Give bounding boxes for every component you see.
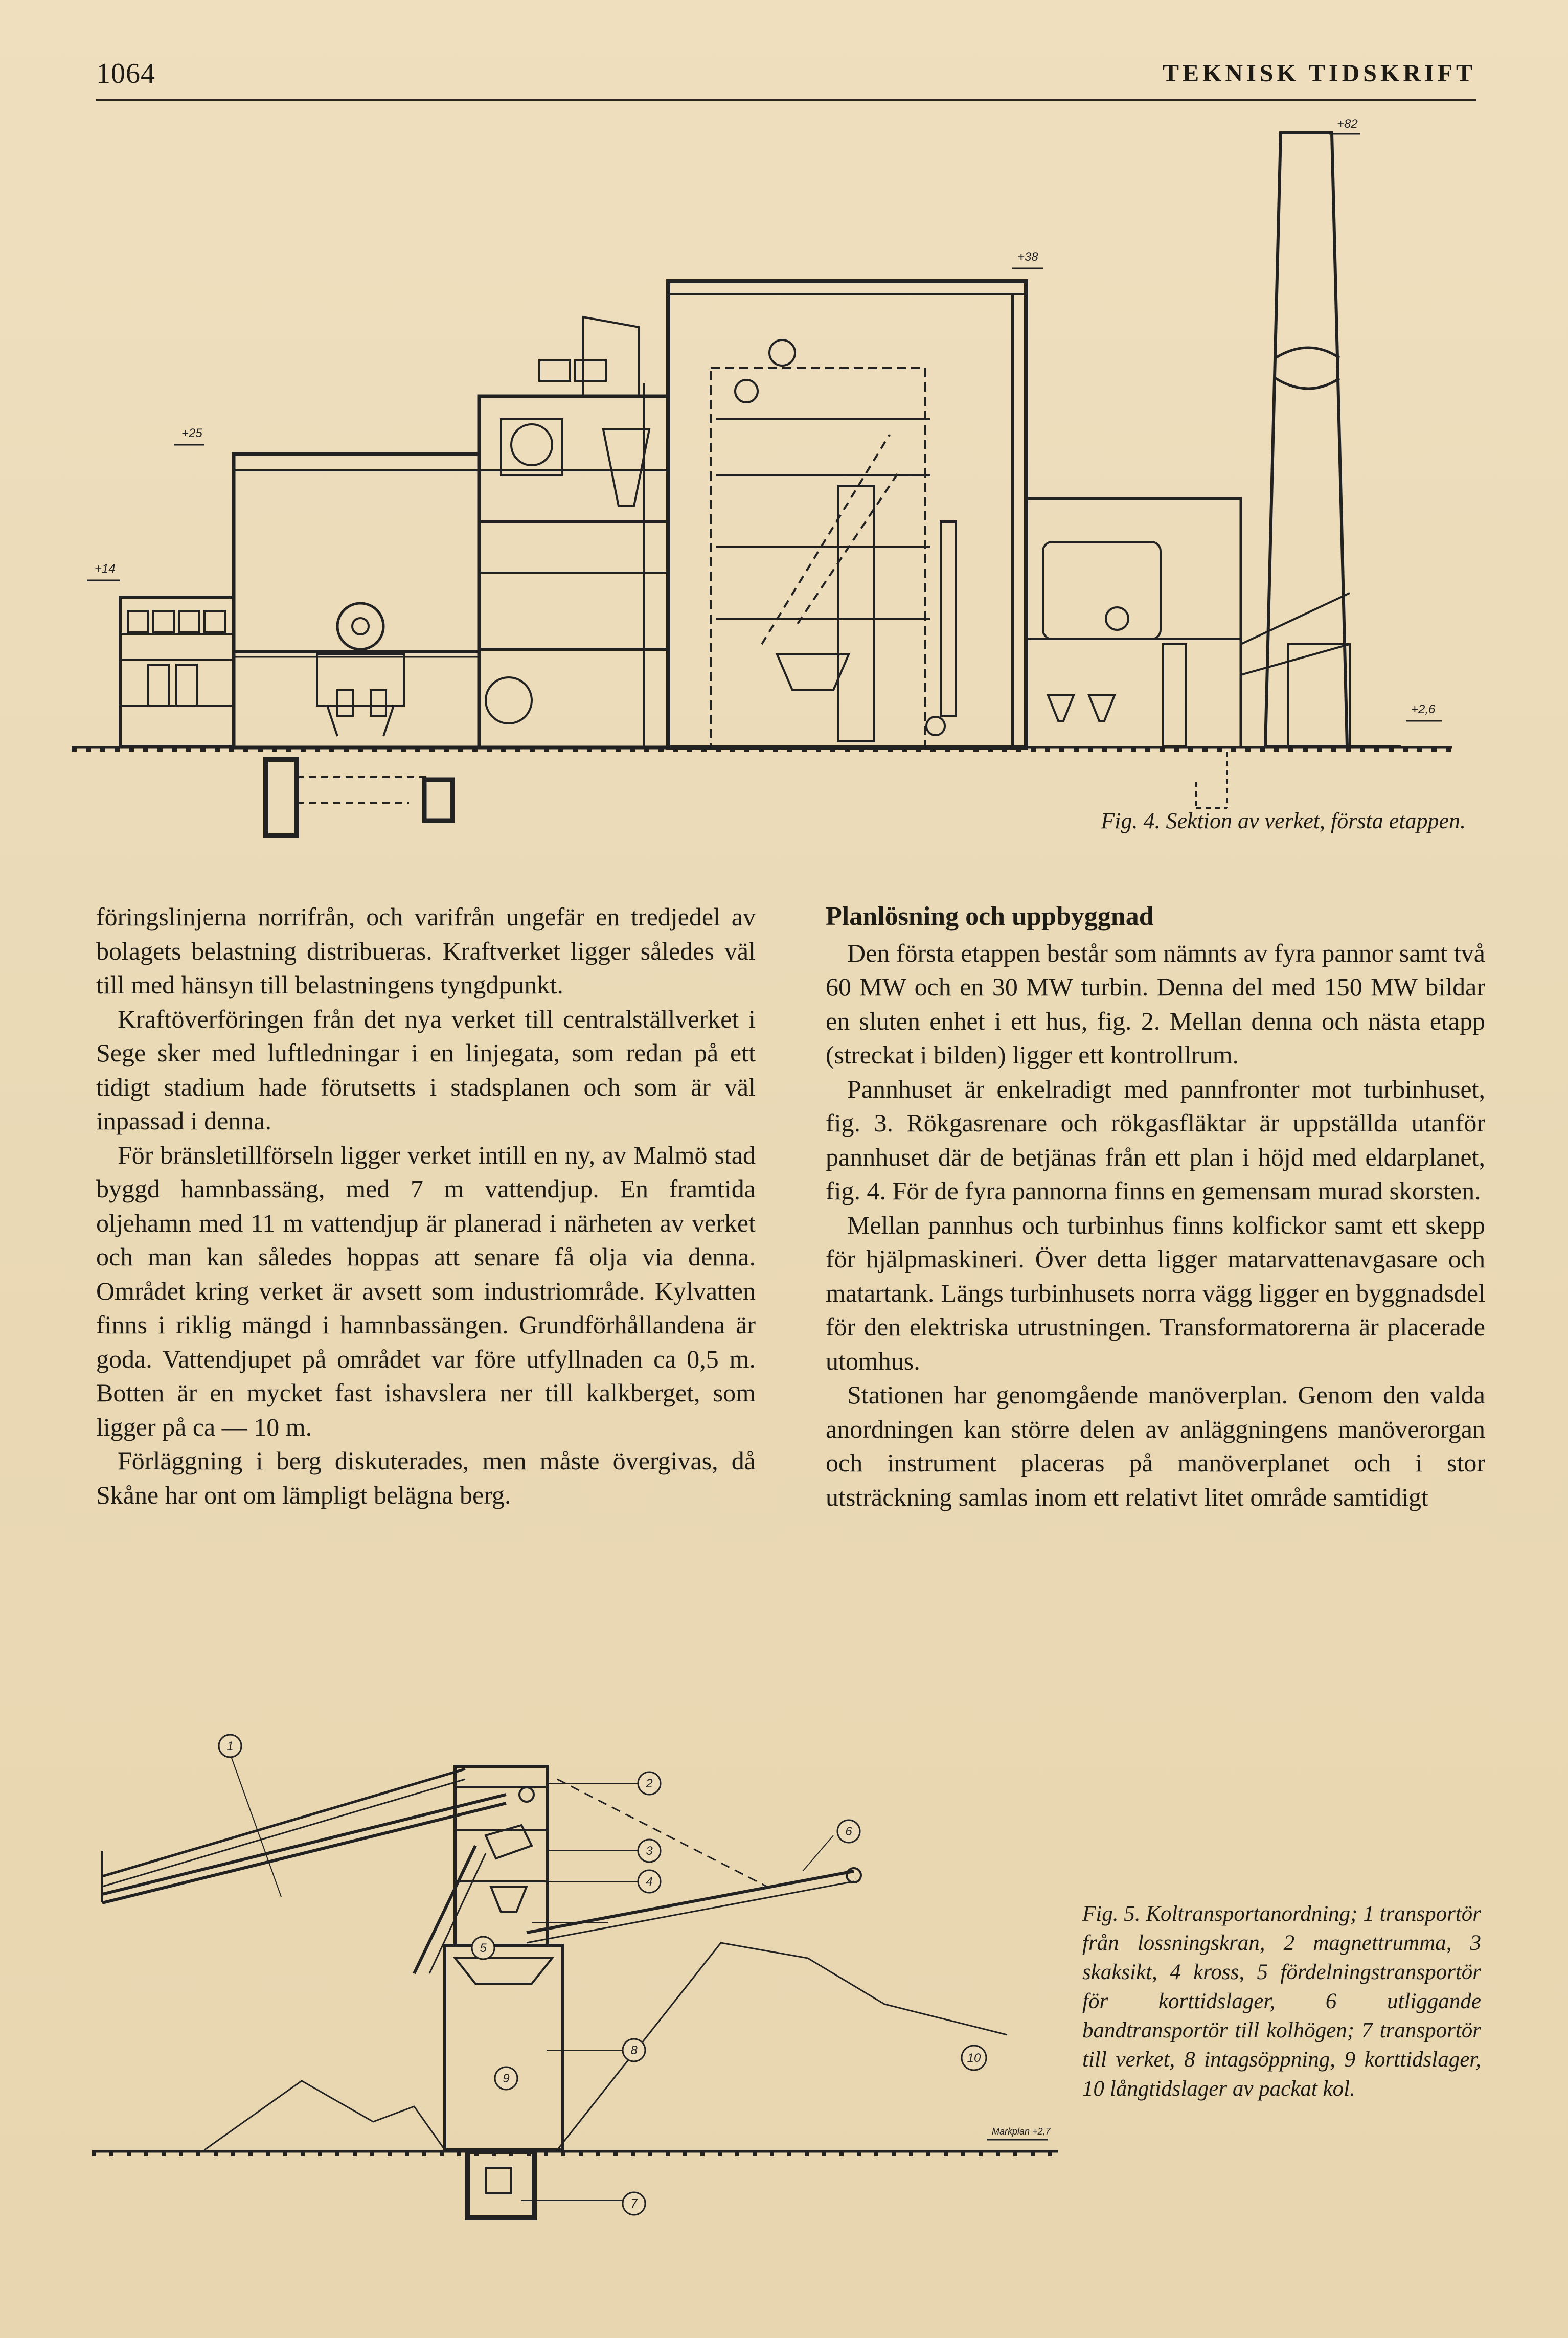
- left-paragraph-3: För bränsletillförseln ligger verket intill en ny, av Malmö stad byggd hamnbassäng, med 7 m vattendjup. En framtida oljehamn med 11 m vattendjup är planerad i närheten av verket och man kan således hoppas att senare få olja via denna. Området kring verket är avsett som industriområde. Kylvatten finns i riklig mängd i hamnbassängen. Grundförhållandena är goda. Vattendjupet på området var före utfyllnaden ca 0,5 m. Botten är en mycket fast ishavslera ner till kalkberget, som ligger på ca — 10 m.: [96, 1140, 756, 1441]
- level-label-chimney-top: +82: [1337, 117, 1358, 131]
- boiler-house: [668, 281, 1026, 747]
- deaerator-tank: [501, 419, 562, 475]
- figure-4-caption: Fig. 4. Sektion av verket, första etappen.: [1101, 808, 1466, 833]
- callout-8: 8: [630, 2044, 638, 2057]
- turbine-generator: [337, 603, 383, 649]
- level-label-left-low: +14: [95, 562, 116, 576]
- right-paragraph-3: Mellan pannhus och turbinhus finns kolfickor samt ett skepp för hjälpmaskineri. Över detta ligger matarvattenavgasare och matartank. Längs turbinhusets norra vägg ligger en byggnadsdel för den elektriska utrustningen. Transformatorerna är placerade utomhus.: [826, 1210, 1485, 1375]
- right-paragraph-4: Stationen har genomgående manöverplan. Genom den valda anordningen kan större delen av anläggningens manöverorgan och instrument placeras på manöverplanet och i stor utsträckning samlas inom ett relativt litet område samtidigt: [826, 1380, 1485, 1511]
- header-rule: [96, 99, 1476, 101]
- left-paragraph-1: föringslinjerna norrifrån, och varifrån ungefär en tredjedel av bolagets belastning distribueras. Kraftverket ligger således väl till med hänsyn till belastningens tyngdpunkt.: [96, 902, 756, 999]
- turbine-hall: [234, 454, 479, 747]
- section-heading: Planlösning och uppbyggnad: [826, 902, 1154, 931]
- right-column: [826, 900, 1485, 1514]
- figure-5-caption: Fig. 5. Koltransportanordning; 1 transportör från lossningskran, 2 magnettrumma, 3 skaksikt, 4 kross, 5 fördelningstransportör för korttidslager, 6 utliggande bandtransportör till kolhögen; 7 transportör till verket, 8 intagsöppning, 9 korttidslager, 10 långtidslager av packat kol.: [1082, 1902, 1481, 2101]
- callout-3: 3: [646, 1844, 653, 1858]
- callout-6: 6: [845, 1825, 852, 1838]
- coal-hopper: [603, 429, 649, 506]
- callout-2: 2: [646, 1777, 653, 1790]
- callout-1: 1: [226, 1739, 234, 1753]
- basement-conveyor-7: [468, 2151, 534, 2218]
- callout-4: 4: [646, 1875, 653, 1889]
- left-column: [96, 900, 756, 1512]
- left-paragraph-2: Kraftöverföringen från det nya verket till centralställverket i Sege sker med luftledningar i en linjegata, som redan på ett tidigt stadium hade förutsetts i stadsplanen och som är väl inpassad i denna.: [96, 1004, 756, 1135]
- feedwater-tank: [486, 677, 532, 723]
- conveyor-6: [527, 1871, 854, 1933]
- flue-gas-cleaner-annex: [1026, 498, 1241, 747]
- callout-9: 9: [503, 2072, 510, 2085]
- right-paragraph-1: Den första etappen består som nämnts av fyra pannor samt två 60 MW och en 30 MW turbin. Denna del med 150 MW bildar en sluten enhet i ett hus, fig. 2. Mellan denna och nästa etapp (streckat i bilden) ligger ett kontrollrum.: [826, 938, 1485, 1069]
- figure-5-coal-transport-drawing: [87, 1718, 1084, 2244]
- callout-10: 10: [967, 2051, 981, 2065]
- level-label-roof: +38: [1017, 250, 1038, 264]
- level-label-mid-left: +25: [181, 426, 202, 440]
- magnetic-drum: [519, 1787, 534, 1802]
- chimney: [1265, 133, 1347, 746]
- callout-5: 5: [480, 1941, 487, 1955]
- level-label-right-ground: +2,6: [1411, 702, 1436, 716]
- page-number: 1064: [96, 58, 155, 89]
- foundation-right: [424, 780, 452, 821]
- markplan-label: Markplan +2,7: [992, 2126, 1051, 2137]
- intake-structure: [445, 1945, 562, 2150]
- right-paragraph-2: Pannhuset är enkelradigt med pannfronter mot turbinhuset, fig. 3. Rökgasrenare och rökgasfläktar är uppställda utanför pannhuset där de betjänas från ett plan i höjd med eldarplanet, fig. 4. För de fyra pannorna finns en gemensam murad skorsten.: [826, 1074, 1485, 1205]
- short-term-pile: [204, 2081, 445, 2150]
- foundation-left: [266, 759, 297, 836]
- conveyor-1: [102, 1769, 465, 1876]
- figure-4-section-drawing: [72, 112, 1483, 849]
- callout-7: 7: [630, 2197, 638, 2211]
- left-paragraph-4: Förläggning i berg diskuterades, men måste övergivas, då Skåne har ont om lämpligt belägna berg.: [96, 1446, 756, 1509]
- steam-drum: [769, 340, 795, 366]
- journal-title: TEKNISK TIDSKRIFT: [1163, 60, 1476, 87]
